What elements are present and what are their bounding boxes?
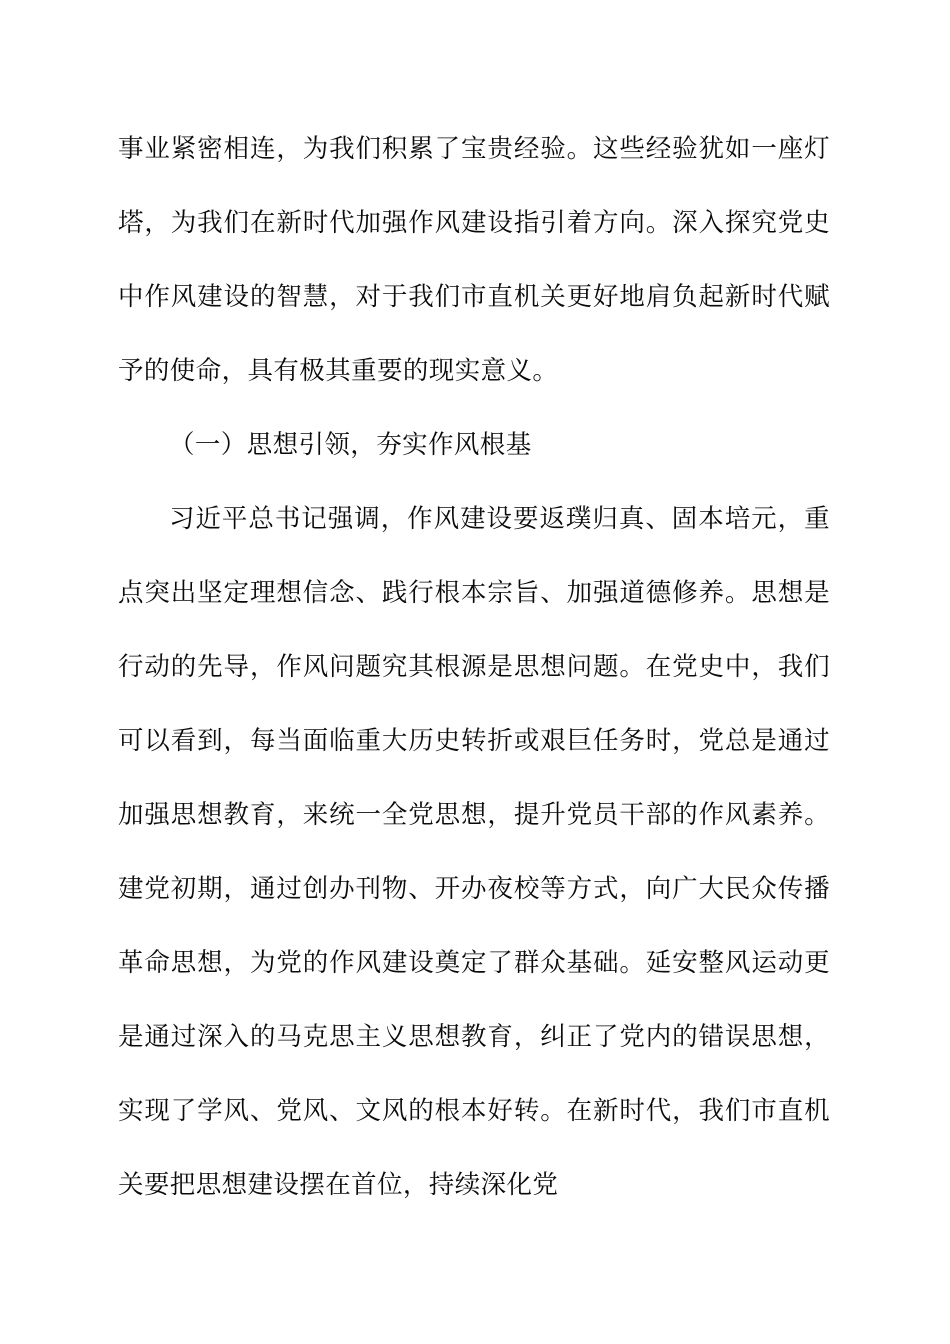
paragraph-body-1: 习近平总书记强调，作风建设要返璞归真、固本培元，重点突出坚定理想信念、践行根本宗旨、加强道德修养。思想是行动的先导，作风问题究其根源是思想问题。在党史中，我们可以看到，每当面临重大历史转折或艰巨任务时，党总是通过加强思想教育，来统一全党思想，提升党员干部的作风素养。建党初期，通过创办刊物、开办夜校等方式，向广大民众传播革命思想，为党的作风建设奠定了群众基础。延安整风运动更是通过深入的马克思主义思想教育，纠正了党内的错误思想，实现了学风、党风、文风的根本好转。在新时代，我们市直机关要把思想建设摆在首位，持续深化党 [118, 504, 830, 1200]
section-heading: （一）思想引领，夯实作风根基 [169, 430, 532, 460]
document-body [118, 112, 830, 1222]
paragraph-continued: 事业紧密相连，为我们积累了宝贵经验。这些经验犹如一座灯塔，为我们在新时代加强作风建设指引着方向。深入探究党史中作风建设的智慧，对于我们市直机关更好地肩负起新时代赋予的使命，具有极其重要的现实意义。 [118, 134, 830, 386]
